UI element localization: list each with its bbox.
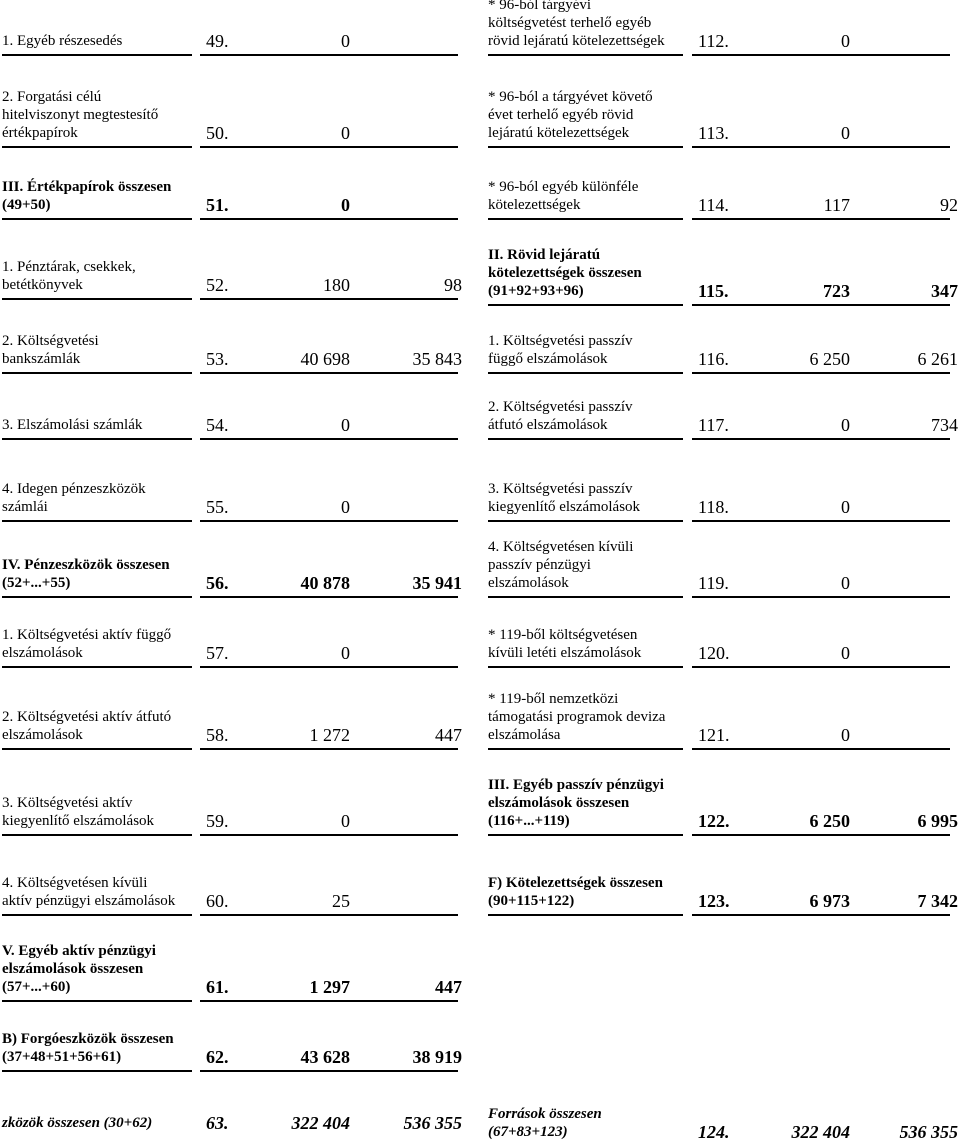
row-label: 2. Költségvetési aktív átfutó elszámolások [2,709,172,743]
value-current-year: 92 [940,195,958,215]
value-current-year: 734 [931,415,958,435]
underline [488,748,683,750]
table-row [0,392,960,440]
row-code: 121. [698,725,730,745]
underline [692,54,950,56]
row-label: II. Rövid lejáratú kötelezettségek összesen (91+92+93+96) [488,247,642,299]
value-current-year: 347 [931,281,958,301]
value-current-year: 536 355 [899,1122,958,1142]
row-code: 55. [206,497,229,517]
row-code: 119. [698,573,729,593]
value-previous-year: 0 [841,725,850,745]
underline [2,1000,192,1002]
row-values-cell [692,854,960,916]
row-label-cell [488,774,683,836]
value-previous-year: 40 878 [300,573,350,593]
row-code: 117. [698,415,729,435]
value-previous-year: 0 [341,497,350,517]
underline [692,372,950,374]
underline [488,666,683,668]
value-current-year: 7 342 [917,891,958,911]
row-label: * 119-ből költségvetésen kívüli letéti elszámolások [488,627,642,661]
row-label: F) Kötelezettségek összesen (90+115+122) [488,875,663,909]
underline [488,596,683,598]
row-code: 54. [206,415,229,435]
row-label: B) Forgóeszközök összesen (37+48+51+56+61) [2,1031,174,1065]
value-previous-year: 0 [341,415,350,435]
row-code: 60. [206,891,229,911]
row-code: 57. [206,643,229,663]
row-values-cell [692,156,960,220]
row-label: * 96-ból a tárgyévet követő évet terhelő egyéb rövid lejáratú kötelezettségek [488,89,653,141]
row-code: 112. [698,31,729,51]
row-label: 4. Költségvetésen kívüli passzív pénzügyi elszámolások [488,539,634,591]
table-row [0,612,960,668]
row-code: 62. [206,1047,229,1067]
underline [488,438,683,440]
underline [2,1070,192,1072]
row-label-cell [2,1012,192,1072]
row-code: 113. [698,123,729,143]
row-code: 61. [206,977,229,997]
row-code: 114. [698,195,729,215]
row-label-cell [488,392,683,440]
table-row [0,318,960,374]
table-row [0,932,960,1002]
row-label: IV. Pénzeszközök összesen (52+...+55) [2,557,170,591]
underline [488,520,683,522]
row-label-cell [488,854,683,916]
underline [488,914,683,916]
underline [692,304,950,306]
row-label-cell [488,236,683,306]
row-code: 116. [698,349,729,369]
row-code: 51. [206,195,229,215]
underline [692,520,950,522]
row-code: 53. [206,349,229,369]
row-code: 118. [698,497,729,517]
row-label: 3. Költségvetési aktív kiegyenlítő elszámolások [2,795,155,829]
underline [488,304,683,306]
row-values-cell [692,318,960,374]
table-row [0,78,960,148]
value-previous-year: 6 250 [809,811,850,831]
table-row [0,1012,960,1072]
row-label: 3. Költségvetési passzív kiegyenlítő elszámolások [488,481,641,515]
value-previous-year: 322 404 [291,1113,350,1133]
value-current-year: 38 919 [412,1047,462,1067]
row-label-cell [488,0,683,56]
value-previous-year: 0 [341,123,350,143]
table-row [0,854,960,916]
underline [200,1070,458,1072]
row-label: 3. Elszámolási számlák [2,417,143,433]
underline [488,54,683,56]
underline [692,438,950,440]
value-current-year: 35 843 [412,349,462,369]
table-row [0,236,960,306]
value-previous-year: 0 [341,643,350,663]
row-values-cell [692,236,960,306]
value-previous-year: 0 [341,195,350,215]
underline [488,218,683,220]
underline [692,596,950,598]
row-label: 1. Pénztárak, csekkek, betétkönyvek [2,259,136,293]
table-row [0,691,960,750]
table-row [0,0,960,56]
row-label: V. Egyéb aktív pénzügyi elszámolások összesen (57+...+60) [2,943,156,995]
row-label: 2. Költségvetési passzív átfutó elszámolások [488,399,633,433]
value-previous-year: 0 [841,415,850,435]
value-previous-year: 0 [841,31,850,51]
value-previous-year: 0 [341,31,350,51]
row-code: 58. [206,725,229,745]
value-previous-year: 117 [823,195,850,215]
table-row [0,774,960,836]
row-label: * 119-ből nemzetközi támogatási programok deviza elszámolása [488,691,666,743]
row-label-cell [488,318,683,374]
row-label-cell [488,612,683,668]
underline [488,372,683,374]
row-values-cell [200,1012,468,1072]
value-current-year: 6 995 [917,811,958,831]
table-row [0,460,960,522]
row-code: 123. [698,891,730,911]
row-label-cell [488,460,683,522]
value-previous-year: 25 [332,891,350,911]
row-values-cell [200,932,468,1002]
table-row [0,1098,960,1147]
row-label: 2. Forgatási célú hitelviszonyt megtestesítő értékpapírok [2,89,159,141]
row-label: 1. Költségvetési passzív függő elszámolások [488,333,633,367]
row-code: 52. [206,275,229,295]
value-previous-year: 40 698 [300,349,350,369]
value-previous-year: 6 973 [809,891,850,911]
row-values-cell [692,0,960,56]
value-previous-year: 0 [841,497,850,517]
row-code: 49. [206,31,229,51]
row-code: 120. [698,643,730,663]
value-previous-year: 0 [841,573,850,593]
underline [692,218,950,220]
row-code: 63. [206,1113,229,1133]
value-previous-year: 0 [841,123,850,143]
row-label: III. Értékpapírok összesen (49+50) [2,179,172,213]
row-label: 1. Költségvetési aktív függő elszámolások [2,627,172,661]
table-row [0,156,960,220]
row-label: Források összesen (67+83+123) [488,1106,602,1140]
row-values-cell [692,694,960,750]
row-label-cell [2,932,192,1002]
row-values-cell [692,1098,960,1147]
row-code: 115. [698,281,729,301]
value-current-year: 447 [435,725,462,745]
row-code: 56. [206,573,229,593]
row-label: zközök összesen (30+62) [2,1115,153,1131]
row-values-cell [692,534,960,598]
value-current-year: 98 [444,275,462,295]
row-label-cell [488,534,683,598]
value-current-year: 447 [435,977,462,997]
row-values-cell [692,78,960,148]
row-label: * 96-ból tárgyévi költségvetést terhelő egyéb rövid lejáratú kötelezettségek [488,0,665,49]
value-previous-year: 0 [841,643,850,663]
row-values-cell [692,774,960,836]
value-previous-year: 1 272 [309,725,350,745]
row-values-cell [692,460,960,522]
underline [200,1000,458,1002]
row-label-cell [488,1098,683,1147]
underline [692,146,950,148]
row-values-cell [692,612,960,668]
value-previous-year: 6 250 [809,349,850,369]
row-values-cell [692,392,960,440]
table-row [0,534,960,598]
row-code: 59. [206,811,229,831]
value-previous-year: 43 628 [300,1047,350,1067]
row-code: 124. [698,1122,730,1142]
row-label: 4. Idegen pénzeszközök számlái [2,481,146,515]
value-current-year: 6 261 [917,349,958,369]
row-label: III. Egyéb passzív pénzügyi elszámolások összesen (116+...+119) [488,777,664,829]
row-code: 122. [698,811,730,831]
value-previous-year: 0 [341,811,350,831]
underline [692,748,950,750]
value-current-year: 35 941 [412,573,462,593]
row-label-cell [488,691,683,750]
value-previous-year: 322 404 [791,1122,850,1142]
underline [692,834,950,836]
underline [692,666,950,668]
value-current-year: 536 355 [403,1113,462,1133]
row-label: * 96-ból egyéb különféle kötelezettségek [488,179,639,213]
value-previous-year: 180 [323,275,350,295]
row-label: 4. Költségvetésen kívüli aktív pénzügyi elszámolások [2,875,176,909]
underline [692,914,950,916]
row-label-cell [488,78,683,148]
value-previous-year: 723 [823,281,850,301]
row-label-cell [488,156,683,220]
row-label: 2. Költségvetési bankszámlák [2,333,99,367]
row-code: 50. [206,123,229,143]
underline [488,146,683,148]
value-previous-year: 1 297 [309,977,350,997]
underline [488,834,683,836]
row-label: 1. Egyéb részesedés [2,33,123,49]
